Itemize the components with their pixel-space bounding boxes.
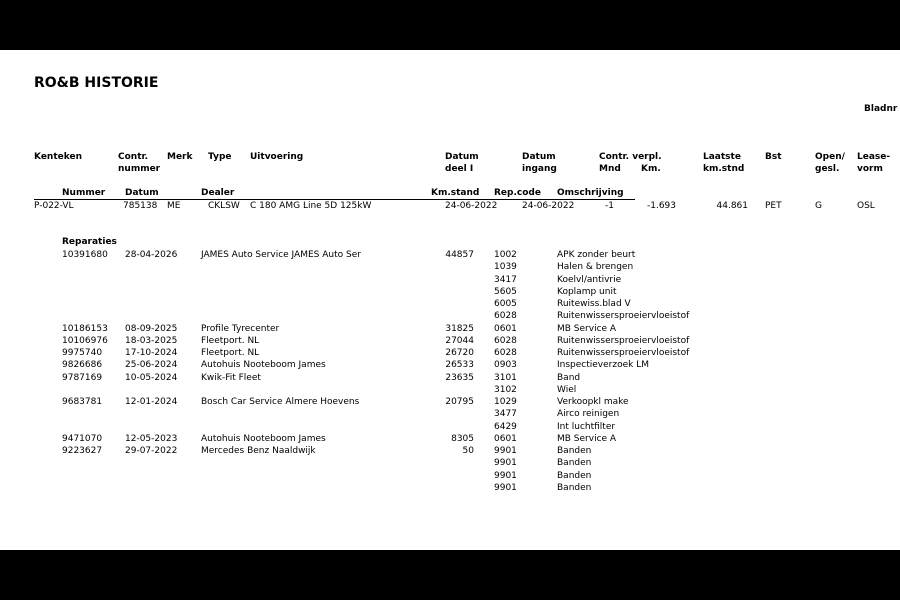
header-laatste-line2: km.stnd	[703, 164, 745, 174]
vehicle-lease-vorm: OSL	[857, 201, 875, 211]
repair-nummer: 9471070	[62, 433, 103, 444]
repair-km-stand: 44857	[445, 250, 474, 260]
repair-omschrijving: Inspectieverzoek LM	[557, 360, 649, 371]
repair-nummer: 10391680	[62, 250, 108, 260]
repair-dealer: JAMES Auto Service JAMES Auto Ser	[201, 250, 361, 260]
vehicle-laatste-km-stand: 44.861	[716, 201, 748, 211]
repair-datum: 18-03-2025	[125, 335, 178, 346]
repair-nummer: 9826686	[62, 360, 103, 371]
header-contr-line1: Contr.	[118, 152, 149, 162]
repair-code: 6005	[494, 299, 517, 309]
repair-omschrijving: Banden	[557, 470, 592, 481]
header-datum-ingang-line2: ingang	[522, 164, 557, 174]
header-datum-deel-line2: deel I	[445, 164, 474, 174]
repair-dealer: Profile Tyrecenter	[201, 323, 280, 334]
vehicle-open-gesloten: G	[815, 201, 822, 211]
repair-dealer: Autohuis Nooteboom James	[201, 433, 326, 444]
repair-km-stand: 50	[462, 446, 474, 456]
header-uitvoering: Uitvoering	[250, 152, 304, 162]
vehicle-kenteken: P-022-VL	[34, 201, 74, 211]
repair-dealer: Mercedes Benz Naaldwijk	[201, 446, 316, 456]
repair-datum: 29-07-2022	[125, 446, 178, 456]
header-contr-verpl-km: Km.	[641, 164, 661, 174]
repair-code: 0903	[494, 360, 517, 371]
repair-code: 0601	[494, 323, 517, 334]
vehicle-contractnummer: 785138	[123, 201, 158, 211]
header-open-line2: gesl.	[815, 164, 840, 174]
repair-km-stand: 26720	[445, 348, 474, 358]
repair-datum: 17-10-2024	[125, 348, 178, 358]
vehicle-datum-deel-1: 24-06-2022	[445, 201, 498, 211]
vehicle-uitvoering: C 180 AMG Line 5D 125kW	[250, 201, 372, 211]
repair-omschrijving: Ruitenwissersproeiervloeistof	[557, 335, 690, 346]
repair-code: 1029	[494, 397, 517, 407]
repair-omschrijving: Band	[557, 372, 581, 383]
repair-km-stand: 20795	[445, 397, 474, 407]
repair-nummer: 9787169	[62, 372, 103, 383]
repair-dealer: Autohuis Nooteboom James	[201, 360, 326, 371]
repair-datum: 08-09-2025	[125, 323, 178, 334]
repair-km-stand: 23635	[445, 372, 474, 383]
repair-dealer: Bosch Car Service Almere Hoevens	[201, 397, 360, 407]
repair-omschrijving: Ruitenwissersproeiervloeistof	[557, 311, 690, 322]
repair-km-stand: 8305	[451, 433, 474, 444]
repair-omschrijving: Banden	[557, 458, 592, 469]
header-bst: Bst	[765, 152, 782, 162]
header-contr-verpl-line1: Contr. verpl.	[599, 152, 662, 162]
repair-code: 9901	[494, 470, 517, 481]
header-merk: Merk	[167, 152, 193, 162]
header-km-stand: Km.stand	[431, 188, 480, 198]
repair-code: 6028	[494, 348, 517, 358]
repair-omschrijving: Ruitewiss.blad V	[557, 299, 631, 309]
vehicle-type: CKLSW	[208, 201, 240, 211]
report-sheet	[0, 50, 900, 550]
repair-code: 6429	[494, 421, 517, 432]
repair-code: 9901	[494, 482, 517, 493]
header-dealer: Dealer	[201, 188, 235, 198]
vehicle-merk: ME	[167, 201, 181, 211]
repair-omschrijving: Wiel	[557, 384, 577, 395]
vehicle-contr-verpl-km: -1.693	[646, 201, 676, 211]
repair-omschrijving: Verkoopkl make	[557, 397, 629, 407]
repair-nummer: 9683781	[62, 397, 103, 407]
repair-omschrijving: APK zonder beurt	[557, 250, 636, 260]
repair-dealer: Fleetport. NL	[201, 335, 260, 346]
repair-datum: 25-06-2024	[125, 360, 178, 371]
header-lease-line2: vorm	[857, 164, 883, 174]
header-rep-code: Rep.code	[494, 188, 541, 198]
repair-code: 6028	[494, 311, 517, 322]
repair-datum: 12-01-2024	[125, 397, 178, 407]
repair-omschrijving: MB Service A	[557, 323, 617, 334]
repair-omschrijving: Airco reinigen	[557, 409, 620, 420]
repair-km-stand: 31825	[445, 323, 474, 334]
repair-code: 3101	[494, 372, 517, 383]
repair-code: 0601	[494, 433, 517, 444]
repair-nummer: 10186153	[62, 323, 108, 334]
repair-code: 5605	[494, 286, 517, 297]
repair-datum: 12-05-2023	[125, 433, 178, 444]
header-datum-deel-line1: Datum	[445, 152, 479, 162]
repair-datum: 28-04-2026	[125, 250, 178, 260]
repair-dealer: Fleetport. NL	[201, 348, 260, 358]
header-kenteken: Kenteken	[34, 152, 82, 162]
header-laatste-line1: Laatste	[703, 152, 741, 162]
repair-datum: 10-05-2024	[125, 372, 178, 383]
header-contr-verpl-mnd: Mnd	[599, 164, 621, 174]
repair-omschrijving: Int luchtfilter	[557, 421, 616, 432]
repair-code: 9901	[494, 458, 517, 469]
header-nummer: Nummer	[62, 188, 106, 198]
repair-code: 9901	[494, 446, 517, 456]
repair-omschrijving: MB Service A	[557, 433, 617, 444]
vehicle-contr-verpl-mnd: -1	[605, 201, 614, 211]
header-contr-line2: nummer	[118, 164, 161, 174]
section-reparaties: Reparaties	[62, 237, 117, 247]
repair-code: 3102	[494, 384, 517, 395]
vehicle-brandstof: PET	[765, 201, 782, 211]
repair-nummer: 9223627	[62, 446, 103, 456]
repair-code: 6028	[494, 335, 517, 346]
header-lease-line1: Lease-	[857, 152, 891, 162]
repair-code: 1002	[494, 250, 517, 260]
header-datum: Datum	[125, 188, 159, 198]
repair-omschrijving: Koplamp unit	[557, 286, 617, 297]
repair-km-stand: 26533	[445, 360, 474, 371]
repair-code: 1039	[494, 262, 517, 273]
header-omschrijving: Omschrijving	[557, 188, 624, 198]
repair-omschrijving: Koelvl/antivrie	[557, 274, 622, 285]
repair-omschrijving: Halen & brengen	[557, 262, 634, 273]
header-datum-ingang-line1: Datum	[522, 152, 556, 162]
header-open-line1: Open/	[815, 152, 845, 162]
repair-km-stand: 27044	[445, 335, 474, 346]
repair-nummer: 9975740	[62, 348, 103, 358]
report-title: RO&B HISTORIE	[34, 75, 159, 91]
repair-omschrijving: Banden	[557, 446, 592, 456]
repair-dealer: Kwik-Fit Fleet	[201, 372, 261, 383]
repair-code: 3477	[494, 409, 517, 420]
repair-omschrijving: Banden	[557, 482, 592, 493]
repair-code: 3417	[494, 274, 517, 285]
header-type: Type	[208, 152, 232, 162]
repair-nummer: 10106976	[62, 335, 108, 346]
vehicle-datum-ingang: 24-06-2022	[522, 201, 575, 211]
page-number-label: Bladnr	[864, 104, 898, 114]
repair-omschrijving: Ruitenwissersproeiervloeistof	[557, 348, 690, 358]
